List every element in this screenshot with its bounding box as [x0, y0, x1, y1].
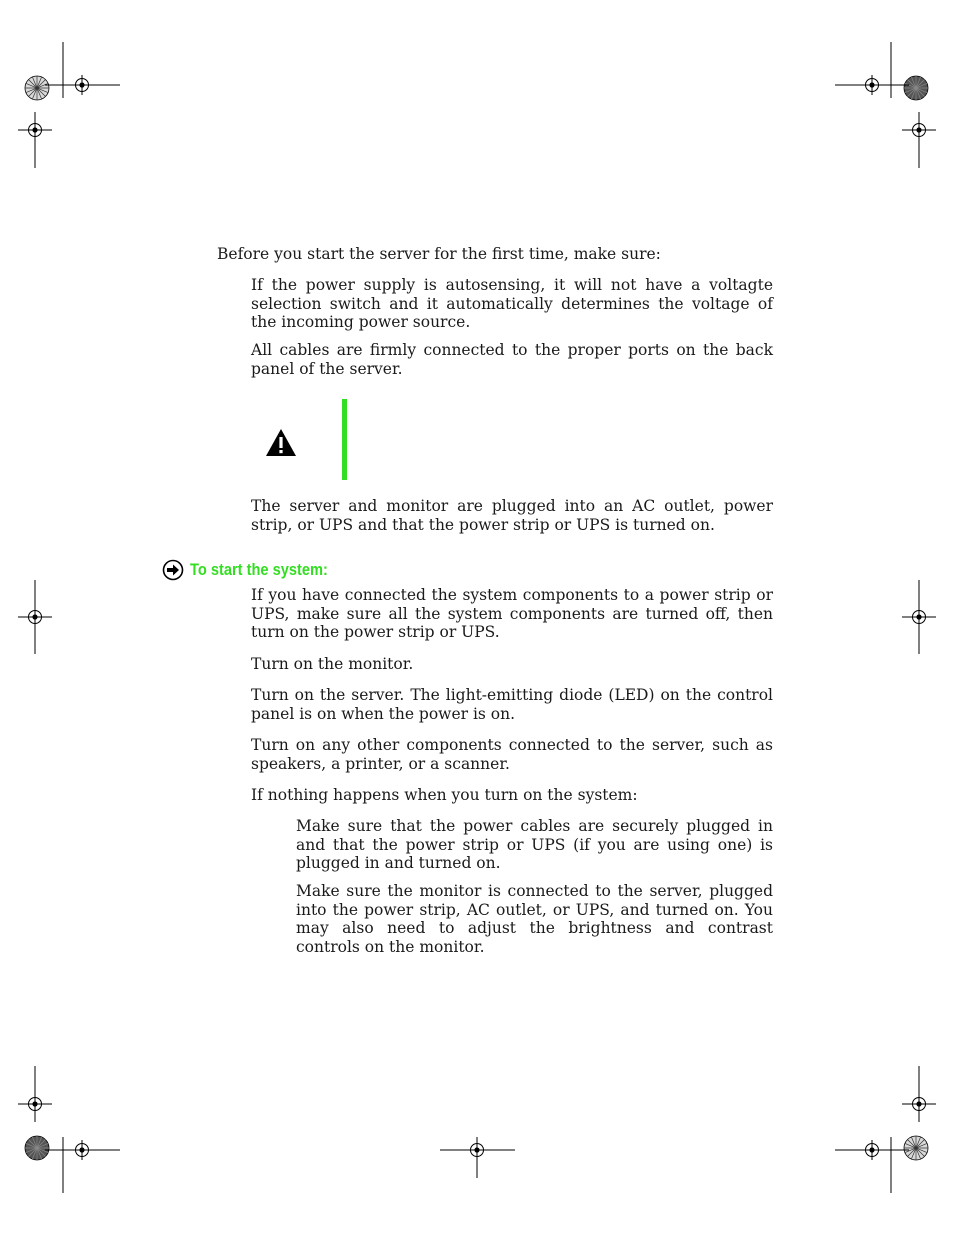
warning-accent-bar: [342, 399, 347, 480]
procedure-substep: Make sure the monitor is connected to the server, plugged into the power strip, AC outlet, or UPS, and turned on. You may also need to adjust the brightness and contrast controls on the monitor.: [296, 882, 773, 956]
checklist-item: All cables are firmly connected to the proper ports on the back panel of the server.: [251, 341, 773, 378]
procedure-heading-text: To start the system:: [190, 560, 328, 579]
procedure-step: Turn on any other components connected to the server, such as speakers, a printer, or a scanner.: [251, 736, 773, 773]
procedure-step: If nothing happens when you turn on the system:: [251, 786, 638, 804]
warning-triangle-icon: [265, 428, 297, 457]
procedure-step: If you have connected the system components to a power strip or UPS, make sure all the system components are turned off, then turn on the power strip or UPS.: [251, 586, 773, 641]
checklist-item: If the power supply is autosensing, it will not have a voltagte selection switch and it automatically determines the voltage of the incoming power source.: [251, 276, 773, 331]
arrow-circle-icon: [162, 559, 184, 581]
procedure-step: Turn on the server. The light-emitting diode (LED) on the control panel is on when the power is on.: [251, 686, 773, 723]
checklist-item: The server and monitor are plugged into an AC outlet, power strip, or UPS and that the power strip or UPS is turned on.: [251, 497, 773, 534]
procedure-step: Turn on the monitor.: [251, 655, 414, 673]
intro-text: Before you start the server for the first time, make sure:: [217, 245, 661, 263]
procedure-heading: [162, 559, 350, 581]
procedure-substep: Make sure that the power cables are securely plugged in and that the power strip or UPS (if you are using one) is plugged in and turned on.: [296, 817, 773, 872]
